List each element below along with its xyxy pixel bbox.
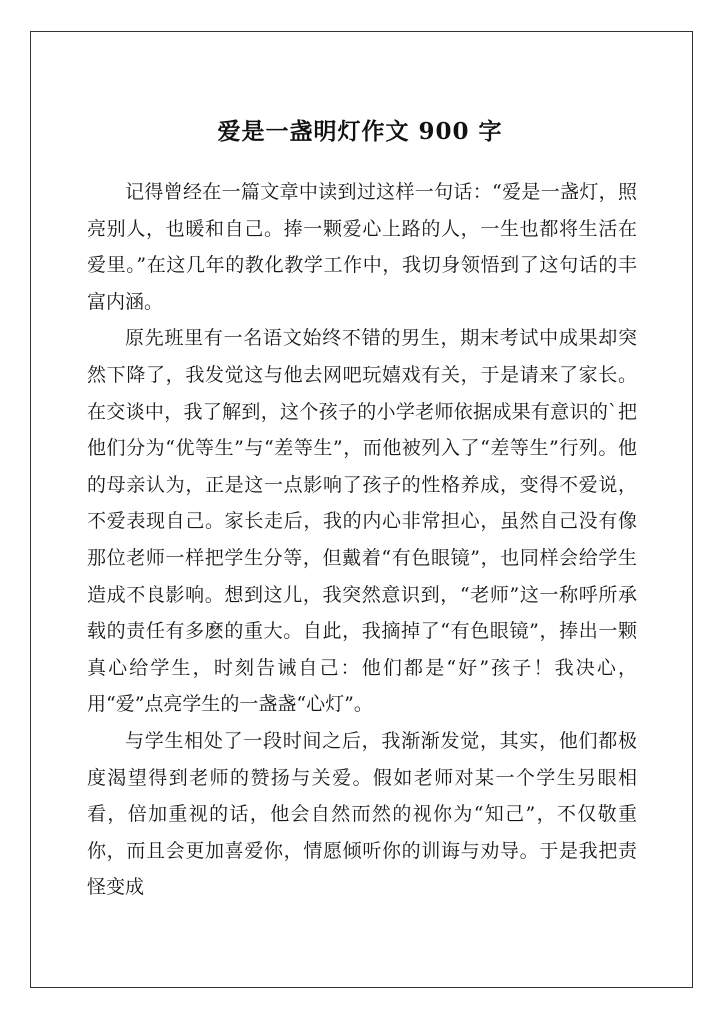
document-body: [87, 174, 637, 906]
paragraph-3: 与学生相处了一段时间之后，我渐渐发觉，其实，他们都极度渴望得到老师的赞扬与关爱。假如老师对某一个学生另眼相看，倍加重视的话，他会自然而然的视你为“知己”，不仅敬重你，而且会更加喜爱你，情愿倾听你的训诲与劝导。于是我把责怪变成: [87, 729, 637, 899]
paragraph-2: 原先班里有一名语文始终不错的男生，期末考试中成果却突然下降了，我发觉这与他去网吧玩嬉戏有关，于是请来了家长。在交谈中，我了解到，这个孩子的小学老师依据成果有意识的`把他们分为“优等生”与“差等生”，而他被列入了“差等生”行列。他的母亲认为，正是这一点影响了孩子的性格养成，变得不爱说，不爱表现自己。家长走后，我的内心非常担心，虽然自己没有像那位老师一样把学生分等，但戴着“有色眼镜”，也同样会给学生造成不良影响。想到这儿，我突然意识到，“老师”这一称呼所承载的责任有多麽的重大。自此，我摘掉了“有色眼镜”，捧出一颗真心给学生，时刻告诫自己：他们都是“好”孩子！我决心，用“爱”点亮学生的一盏盏“心灯”。: [87, 327, 637, 716]
document-title: 爱是一盏明灯作文 900 字: [217, 118, 503, 145]
paragraph-1: 记得曾经在一篇文章中读到过这样一句话：“爱是一盏灯，照亮别人，也暖和自己。捧一颗爱心上路的人，一生也都将生活在爱里。”在这几年的教化教学工作中，我切身领悟到了这句话的丰富内涵。: [87, 181, 637, 313]
